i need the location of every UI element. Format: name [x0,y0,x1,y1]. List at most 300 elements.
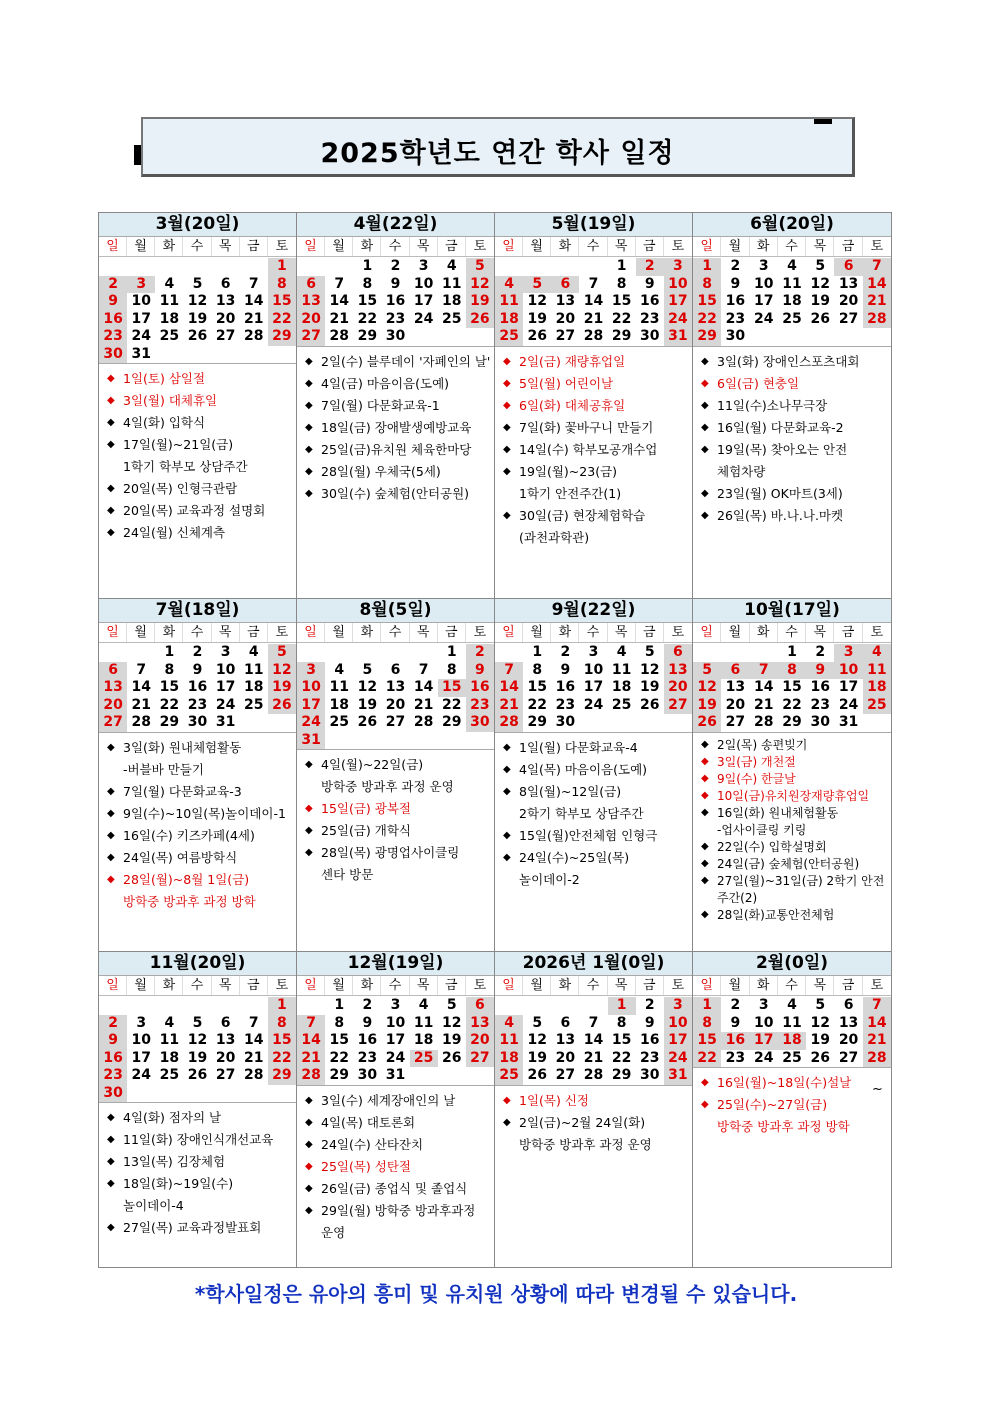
event-text: 3일(금) 개천절 [717,754,796,769]
event-text: 28일(화)교통안전체험 [717,907,835,922]
event-item [101,500,294,522]
event-item [695,856,889,873]
bullet-icon: ◆ [701,1077,709,1088]
day-cell: 2 [362,997,373,1013]
day-cell: 19 [810,1032,831,1048]
day-cell: 5 [815,258,826,274]
holiday-day-cell: 24 [297,714,325,732]
day-cell: 9 [730,275,741,292]
day-cell: 1 [446,644,457,660]
event-item [101,737,294,781]
event-text: 28일(목) 광명업사이클링 센타 방문 [321,845,460,882]
day-grid [693,996,891,1067]
day-cell: 11 [413,1014,434,1031]
day-cell: 14 [329,293,349,309]
event-text: 30일(수) 숲체험(안터공원) [321,485,470,501]
weekday-label: 토 [671,239,685,254]
event-item [695,395,889,417]
event-text: 2일(수) 블루데이 '자폐인의 날' [321,353,491,369]
holiday-day-cell: 15 [693,293,721,311]
day-cell: 28 [753,714,774,730]
month-block [297,952,495,1267]
weekday-label: 화 [155,976,183,995]
day-cell: 25 [329,714,349,730]
empty-day-cell [155,997,183,1015]
day-cell: 26 [810,310,831,327]
bullet-icon: ◆ [701,377,709,389]
holiday-day-cell: 9 [466,662,494,680]
day-cell: 23 [810,696,831,713]
empty-day-cell [495,997,523,1015]
event-item [299,1134,492,1156]
day-cell: 14 [583,1032,604,1048]
holiday-day-cell: 18 [863,679,891,697]
holiday-day-cell: 8 [693,276,721,294]
day-cell: 26 [187,328,208,344]
event-item [101,1173,294,1217]
day-cell: 15 [611,1032,632,1048]
holiday-day-cell: 31 [297,732,325,750]
event-text: 27일(목) 교육과정발표회 [123,1220,262,1235]
holiday-day-cell: 17 [297,697,325,715]
event-item [497,439,690,461]
weekday-row [99,976,296,996]
day-cell: 12 [810,275,831,292]
day-cell: 24 [131,1067,151,1083]
weekday-label: 월 [325,237,353,256]
event-text: 25일(수)~27일(금) 방학중 방과후 과정 방학 [717,1097,850,1134]
event-text: 16일(수) 키즈카페(4세) [123,827,255,843]
event-text: 6일(금) 현충일 [717,375,800,391]
day-cell: 8 [334,1014,345,1031]
day-cell: 31 [215,714,236,730]
day-cell: 16 [187,679,208,695]
empty-day-cell [353,644,381,662]
holiday-day-cell: 26 [268,697,296,715]
event-item [299,1156,492,1178]
day-cell: 22 [782,696,802,713]
month-header: 6월(20일) [693,213,891,237]
weekday-label: 금 [438,237,466,256]
weekday-label: 금 [438,976,466,995]
holiday-day-cell: 19 [693,697,721,715]
day-grid [495,996,692,1085]
day-cell: 16 [810,679,831,695]
day-cell: 17 [413,293,434,309]
event-item [695,754,889,771]
bullet-icon: ◆ [503,421,511,433]
month-header: 2월(0일) [693,952,891,976]
page-title: 2025학년도 연간 학사 일정 [320,138,675,169]
day-grid [99,257,296,363]
holiday-day-cell: 23 [466,697,494,715]
day-cell: 20 [555,310,576,327]
day-cell: 3 [588,644,599,660]
event-item [695,907,889,924]
holiday-day-cell: 8 [268,276,296,294]
event-text: 30일(금) 현장체험학습 (과천과학관) [519,507,646,545]
holiday-day-cell: 28 [863,311,891,329]
bullet-icon: ◆ [107,1156,115,1167]
day-cell: 29 [329,1067,349,1083]
bullet-icon: ◆ [107,851,115,863]
event-item [497,461,690,505]
day-cell: 20 [555,1049,576,1066]
event-item [695,1094,889,1138]
weekday-label: 월 [127,623,155,642]
weekday-label: 화 [353,237,381,256]
holiday-day-cell: 20 [466,1032,494,1050]
bullet-icon: ◆ [107,873,115,885]
event-text: 19일(목) 찾아오는 안전 체험차량 [717,441,848,479]
bullet-icon: ◆ [107,483,115,494]
day-cell: 5 [362,661,373,678]
empty-day-cell [495,258,523,276]
day-cell: 2 [815,644,826,660]
event-list [693,732,891,952]
holiday-day-cell: 1 [693,258,721,276]
day-cell: 21 [413,696,434,713]
day-cell: 25 [159,1067,180,1083]
holiday-day-cell: 21 [863,1032,891,1050]
day-cell: 26 [810,1049,831,1066]
bullet-icon: ◆ [107,1112,115,1123]
event-text: 11일(수)소나무극장 [717,397,828,413]
bullet-icon: ◆ [107,807,115,819]
day-cell: 5 [446,997,457,1013]
day-grid [297,643,494,749]
weekday-label: 금 [636,976,664,995]
bullet-icon: ◆ [503,851,511,863]
weekday-label: 목 [608,623,636,642]
weekday-label: 화 [353,976,381,995]
holiday-day-cell: 19 [466,293,494,311]
event-item [695,373,889,395]
event-text: 29일(월) 방학중 방과후과정 운영 [321,1202,476,1240]
bullet-icon: ◆ [305,399,313,411]
day-cell: 4 [787,258,797,274]
event-list [99,1102,296,1267]
bullet-icon: ◆ [701,840,709,852]
day-cell: 23 [555,696,576,713]
bullet-icon: ◆ [107,829,115,841]
day-cell: 27 [385,714,406,730]
holiday-day-cell: 19 [268,679,296,697]
day-cell: 4 [446,258,457,274]
event-text: 16일(월)~18일(수)설날 [717,1075,852,1090]
holiday-day-cell: 12 [693,679,721,697]
event-item [497,417,690,439]
day-cell: 12 [527,293,547,309]
holiday-day-cell: 21 [495,697,523,715]
empty-day-cell [381,644,409,662]
bullet-icon: ◆ [701,443,709,455]
empty-day-cell [693,644,721,662]
day-cell: 15 [329,1032,349,1048]
holiday-day-cell: 22 [268,1050,296,1068]
weekday-row [99,237,296,257]
day-cell: 29 [527,714,547,730]
event-item [299,351,492,373]
weekday-row [297,237,494,257]
empty-day-cell [551,258,579,276]
day-cell: 14 [244,1032,264,1048]
event-item [695,417,889,439]
bullet-icon: ◆ [107,395,115,406]
day-cell: 22 [357,310,378,327]
weekday-label: 목 [212,237,240,256]
event-text: 9일(수) 한글날 [717,771,796,786]
day-cell: 9 [390,275,401,292]
day-cell: 1 [787,644,797,660]
holiday-day-cell: 10 [664,276,692,294]
day-cell: 3 [390,997,401,1013]
event-text: 2일(목) 송편빚기 [717,737,808,752]
bullet-icon: ◆ [701,399,709,411]
day-cell: 25 [782,310,802,327]
day-cell: 2 [390,258,401,274]
day-cell: 16 [640,1032,660,1048]
day-cell: 21 [244,310,264,327]
holiday-day-cell: 14 [863,276,891,294]
event-item [695,351,889,373]
day-cell: 11 [782,1014,802,1031]
event-item [497,395,690,417]
event-list [693,346,891,599]
holiday-day-cell: 5 [693,662,721,680]
holiday-day-cell: 14 [495,679,523,697]
holiday-day-cell: 17 [664,1032,692,1050]
day-cell: 24 [753,310,774,327]
event-item [497,825,690,847]
day-cell: 11 [442,275,462,292]
bullet-icon: ◆ [305,443,313,455]
empty-day-cell [127,258,155,276]
event-item [695,873,889,907]
day-cell: 4 [334,661,345,678]
weekday-label: 목 [410,237,438,256]
day-cell: 10 [131,293,151,309]
event-text: 7일(월) 다문화교육-1 [321,397,440,413]
month-block [495,213,693,599]
day-cell: 7 [588,275,599,292]
holiday-day-cell: 11 [495,1032,523,1050]
month-header: 7월(18일) [99,599,296,623]
day-cell: 13 [385,679,406,695]
holiday-day-cell: 10 [297,679,325,697]
weekday-label: 화 [750,623,778,642]
day-cell: 19 [527,1049,547,1066]
empty-day-cell [523,997,551,1015]
weekday-label: 목 [608,237,636,256]
day-cell: 24 [583,696,604,713]
weekday-label: 토 [870,978,884,993]
holiday-day-cell: 18 [495,311,523,329]
event-text: 4일(목) 대토론회 [321,1114,416,1130]
day-cell: 9 [730,1014,741,1031]
event-text: 1일(토) 삼일절 [123,371,206,386]
event-item [299,842,492,886]
day-cell: 6 [560,1014,571,1031]
day-cell: 22 [611,1049,632,1066]
event-text: 2일(금) 재량휴업일 [519,353,626,369]
day-cell: 18 [159,1049,180,1066]
holiday-day-cell: 6 [466,997,494,1015]
event-text: 24일(수)~25일(목) 놀이데이-2 [519,849,630,887]
title-decoration-bar [814,119,832,124]
weekday-label: 일 [99,237,127,256]
weekday-label: 금 [240,623,268,642]
bullet-icon: ◆ [701,1099,709,1110]
bullet-icon: ◆ [305,1160,313,1172]
day-cell: 4 [616,644,627,660]
holiday-day-cell: 6 [99,662,127,680]
holiday-day-cell: 13 [664,662,692,680]
day-cell: 16 [640,293,660,309]
bullet-icon: ◆ [701,908,709,920]
event-text: 24일(금) 숲체험(안터공원) [717,856,860,871]
day-cell: 24 [385,1049,406,1066]
day-cell: 23 [640,310,660,327]
day-cell: 11 [782,275,802,292]
empty-day-cell [750,644,778,662]
day-cell: 30 [187,714,208,730]
bullet-icon: ◆ [701,874,709,886]
day-cell: 26 [187,1067,208,1083]
weekday-label: 토 [671,978,685,993]
title-banner [141,117,855,177]
bullet-icon: ◆ [701,738,709,750]
bullet-icon: ◆ [305,759,313,770]
day-cell: 12 [357,679,378,695]
day-cell: 27 [555,1067,576,1083]
holiday-day-cell: 31 [664,328,692,346]
day-cell: 21 [244,1049,264,1066]
day-cell: 17 [838,679,859,695]
day-cell: 14 [131,679,151,695]
holiday-day-cell: 23 [99,328,127,346]
weekday-label: 목 [212,976,240,995]
day-cell: 20 [838,1032,859,1048]
weekday-label: 일 [99,623,127,642]
empty-day-cell [99,258,127,276]
day-cell: 3 [136,1014,147,1031]
weekday-label: 월 [721,623,749,642]
weekday-row [693,237,891,257]
event-text: 3일(화) 장애인스포츠대회 [717,353,860,369]
holiday-day-cell: 11 [863,662,891,680]
day-cell: 9 [644,275,655,292]
day-cell: 17 [131,1049,151,1066]
bullet-icon: ◆ [701,806,709,818]
day-cell: 29 [611,328,632,344]
holiday-day-cell: 15 [693,1032,721,1050]
weekday-label: 화 [353,623,381,642]
event-item [497,1090,690,1112]
event-item [299,1200,492,1244]
holiday-day-cell: 15 [438,679,466,697]
day-cell: 30 [725,328,746,344]
holiday-day-cell: 6 [297,276,325,294]
day-grid [297,257,494,346]
weekday-label: 화 [155,237,183,256]
holiday-day-cell: 1 [693,997,721,1015]
month-block [99,599,297,952]
weekday-label: 금 [240,237,268,256]
bullet-icon: ◆ [107,439,115,450]
day-cell: 18 [611,679,632,695]
weekday-label: 수 [381,976,409,995]
day-cell: 2 [192,644,203,660]
holiday-day-cell: 29 [268,328,296,346]
event-text: 23일(월) OK마트(3세) [717,485,843,501]
day-cell: 7 [136,661,147,678]
weekday-label: 화 [551,976,579,995]
event-item [695,805,889,839]
holiday-day-cell: 15 [268,293,296,311]
weekday-row [495,623,692,643]
day-cell: 3 [220,644,231,660]
day-cell: 6 [220,1014,231,1031]
event-item [101,825,294,847]
bullet-icon: ◆ [305,1182,313,1194]
day-cell: 13 [838,1014,859,1031]
event-text: 26일(목) 바.나.나.마켓 [717,507,844,523]
day-cell: 11 [611,661,632,678]
weekday-row [297,623,494,643]
day-grid [99,643,296,732]
day-grid [99,996,296,1102]
holiday-day-cell: 25 [495,328,523,346]
month-header: 8월(5일) [297,599,494,623]
weekday-label: 목 [806,623,834,642]
weekday-label: 수 [183,976,211,995]
day-cell: 18 [244,679,264,695]
empty-day-cell [297,997,325,1015]
empty-day-cell [495,644,523,662]
bullet-icon: ◆ [701,509,709,521]
day-cell: 1 [616,258,627,274]
day-cell: 7 [248,1014,259,1031]
empty-day-cell [240,258,268,276]
weekday-row [99,623,296,643]
empty-day-cell [297,644,325,662]
day-grid [693,257,891,346]
day-cell: 15 [527,679,547,695]
event-item [299,373,492,395]
event-item [101,847,294,869]
weekday-label: 토 [275,239,289,254]
holiday-day-cell: 3 [834,644,862,662]
event-text: 24일(월) 신체계측 [123,525,226,540]
day-cell: 24 [838,696,859,713]
day-cell: 21 [131,696,151,713]
day-cell: 5 [644,644,655,660]
month-header: 12월(19일) [297,952,494,976]
bullet-icon: ◆ [107,1178,115,1189]
bullet-icon: ◆ [305,487,313,499]
day-cell: 13 [725,679,746,695]
day-cell: 7 [418,661,429,678]
event-text: 25일(금) 개학식 [321,823,412,838]
event-item [299,439,492,461]
event-item [497,781,690,825]
day-cell: 30 [810,714,831,730]
day-cell: 19 [640,679,660,695]
holiday-day-cell: 27 [99,714,127,732]
holiday-day-cell: 28 [495,714,523,732]
event-text: 25일(금)유치원 체육한마당 [321,441,472,457]
